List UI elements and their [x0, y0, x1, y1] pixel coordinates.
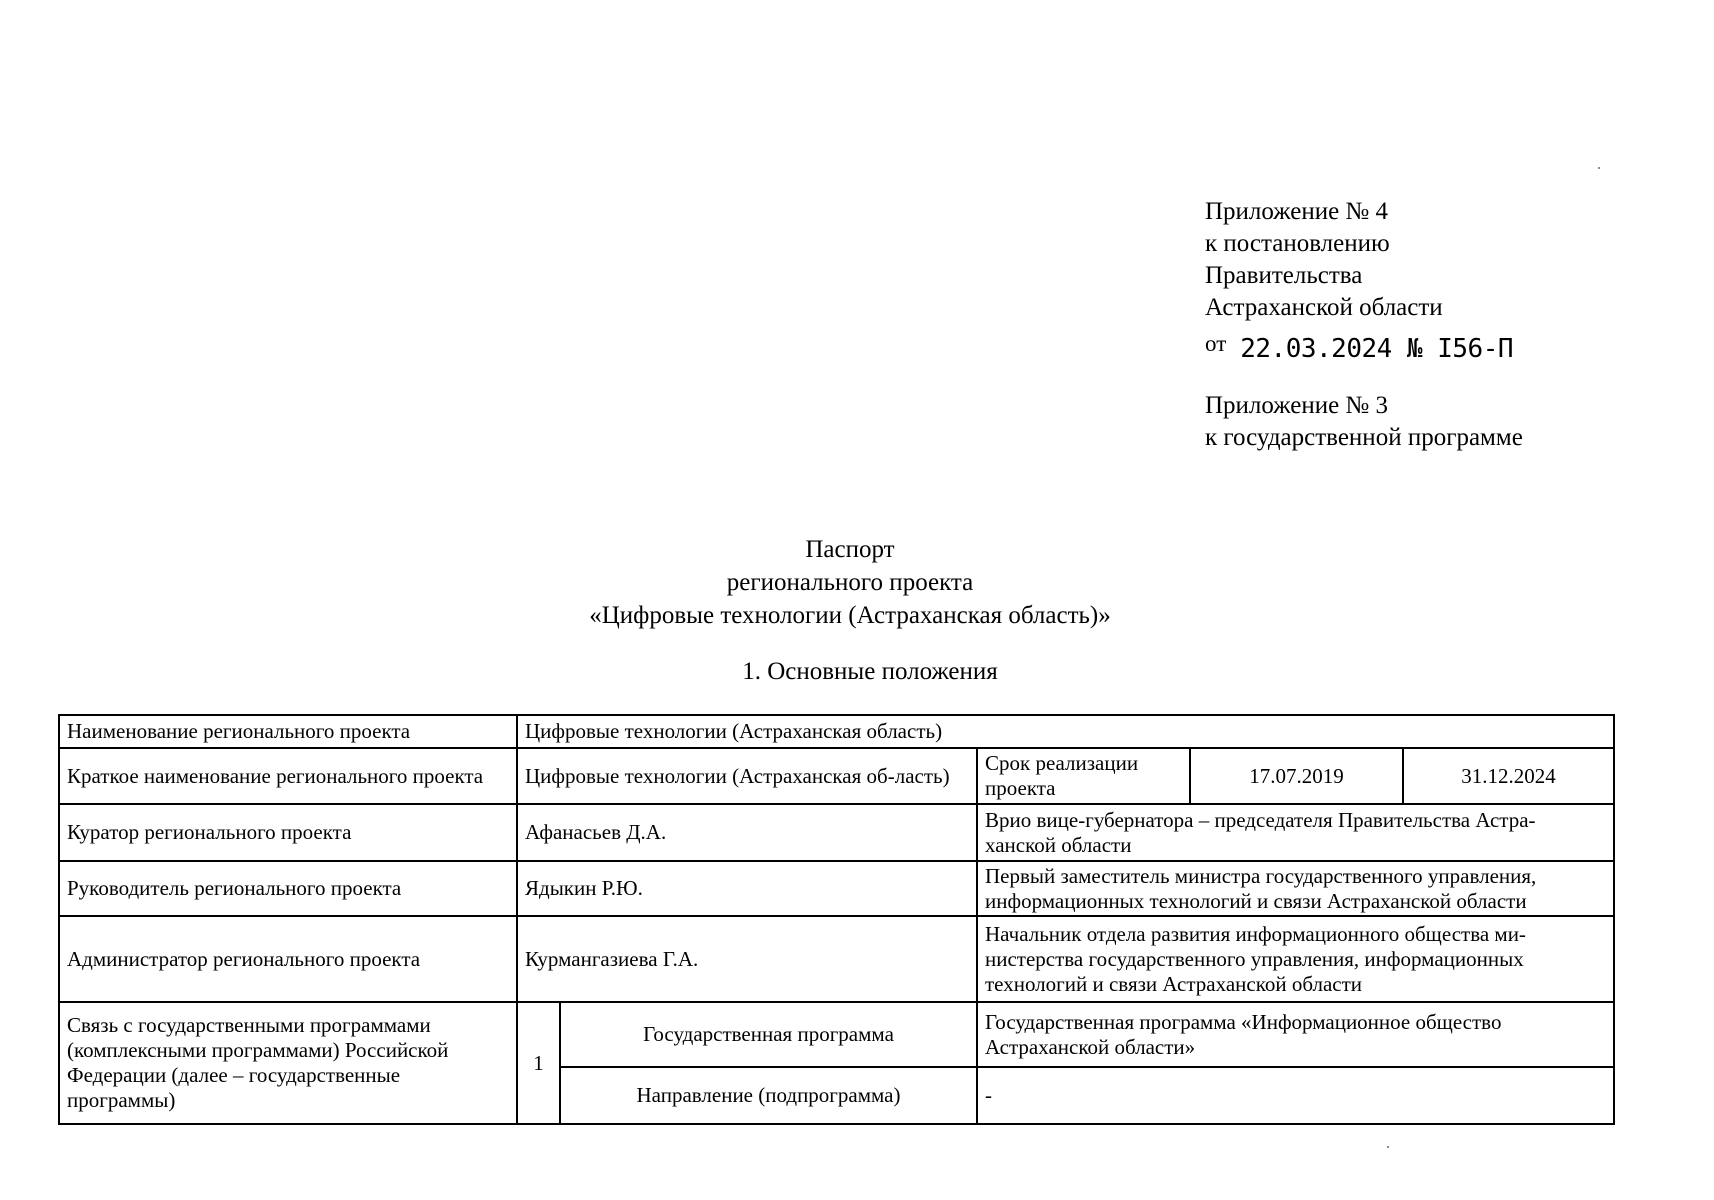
curator-position: Врио вице-губернатора – председателя Правительства Астра-ханской области — [977, 804, 1614, 861]
term-start-date: 17.07.2019 — [1190, 748, 1403, 804]
program-label: Государственная программа — [560, 1002, 977, 1067]
curator-label: Куратор регионального проекта — [59, 804, 517, 861]
table-row — [59, 916, 1614, 1002]
table-row — [59, 748, 1614, 804]
name-value: Цифровые технологии (Астраханская область) — [517, 715, 1614, 748]
scan-speck — [1598, 167, 1600, 169]
table-row — [59, 861, 1614, 916]
appendix-header — [1205, 196, 1523, 454]
program-value: Государственная программа «Информационное общество Астраханской области» — [977, 1002, 1614, 1067]
admin-position: Начальник отдела развития информационного общества ми-нистерства государственного управления, информационных технологий и связи Астраханской области — [977, 916, 1614, 1002]
term-label: Срок реализации проекта — [977, 748, 1190, 804]
admin-name: Курмангазиева Г.А. — [517, 916, 977, 1002]
program-link-number: 1 — [517, 1002, 560, 1124]
decree-line — [1205, 328, 1523, 368]
name-label: Наименование регионального проекта — [59, 715, 517, 748]
section-heading: 1. Основные положения — [742, 658, 998, 685]
table-row — [59, 715, 1614, 748]
document-title — [0, 533, 1700, 632]
short-name-label: Краткое наименование регионального проекта — [59, 748, 517, 804]
short-name-value: Цифровые технологии (Астраханская об-ласть) — [517, 748, 977, 804]
leader-position: Первый заместитель министра государственного управления, информационных технологий и связи Астраханской области — [977, 861, 1614, 916]
table-row — [59, 804, 1614, 861]
admin-label: Администратор регионального проекта — [59, 916, 517, 1002]
scan-speck — [1387, 1146, 1389, 1148]
direction-label: Направление (подпрограмма) — [560, 1067, 977, 1124]
appendix4-line: Приложение № 4 — [1205, 198, 1389, 225]
appendix3-line: к государственной программе — [1205, 424, 1523, 451]
appendix4-line: Астраханской области — [1205, 294, 1443, 321]
title-line: «Цифровые технологии (Астраханская область)» — [589, 602, 1111, 629]
appendix3-block — [1205, 390, 1523, 454]
title-line: Паспорт — [805, 536, 895, 563]
appendix4-line: к постановлению — [1205, 230, 1390, 257]
appendix3-line: Приложение № 3 — [1205, 392, 1389, 419]
table-row — [59, 1002, 1614, 1067]
decree-prefix: от — [1205, 331, 1227, 356]
leader-label: Руководитель регионального проекта — [59, 861, 517, 916]
passport-table — [58, 714, 1615, 1125]
appendix4-line: Правительства — [1205, 262, 1363, 289]
term-end-date: 31.12.2024 — [1403, 748, 1614, 804]
leader-name: Ядыкин Р.Ю. — [517, 861, 977, 916]
program-link-label: Связь с государственными программами (комплексными программами) Российской Федерации (далее – государственные программы) — [59, 1002, 517, 1124]
decree-date-number-stamp: 22.03.2024 № I56-П — [1240, 334, 1514, 364]
title-line: регионального проекта — [726, 569, 974, 596]
curator-name: Афанасьев Д.А. — [517, 804, 977, 861]
direction-value: - — [977, 1067, 1614, 1124]
